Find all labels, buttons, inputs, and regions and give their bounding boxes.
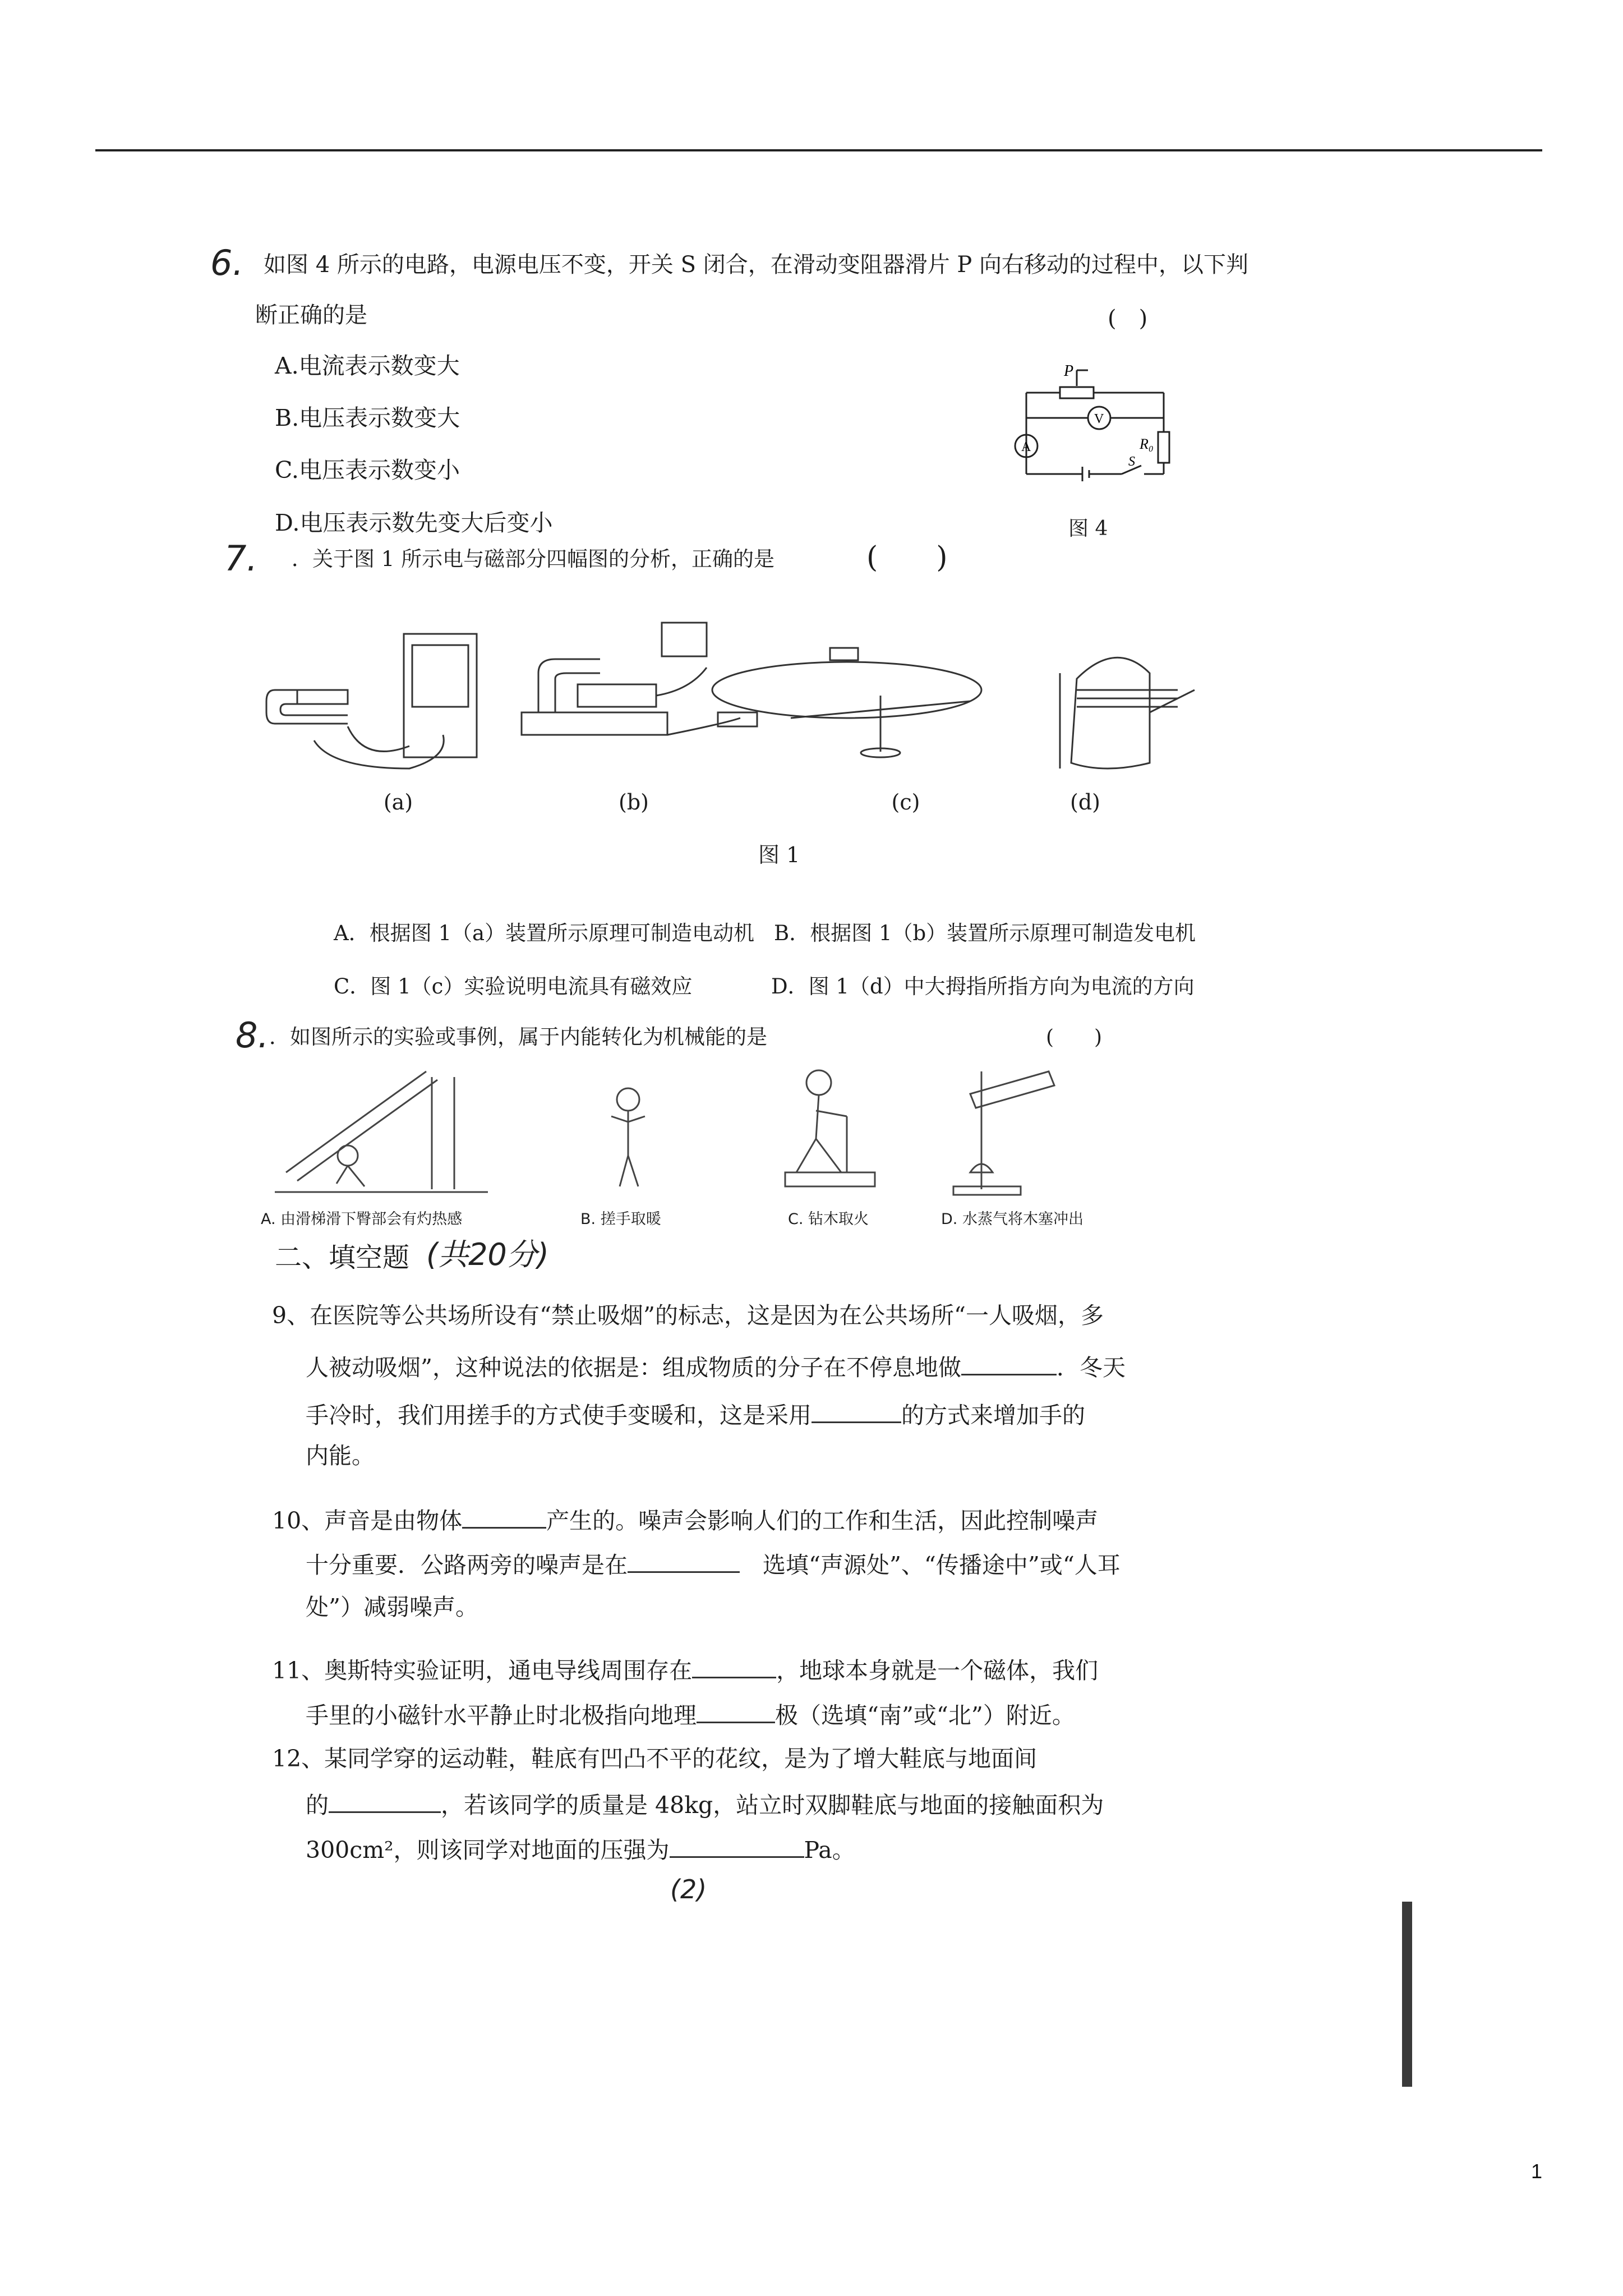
q7-answer-bracket: ( ) [866, 541, 948, 574]
q8-caption-d: D. 水蒸气将木塞冲出 [941, 1211, 1083, 1228]
q10-line1-tail: 产生的。噪声会影响人们的工作和生活，因此控制噪声 [546, 1507, 1099, 1534]
q6-number: 6. [210, 242, 244, 283]
page-number: 1 [1531, 2160, 1543, 2183]
q6-option-c: C.电压表示数变小 [275, 457, 460, 484]
figure1-caption: 图 1 [758, 843, 800, 867]
q8-answer-bracket: ( ) [1046, 1026, 1103, 1049]
fig4-label-v: V [1094, 412, 1104, 426]
q8-caption-c: C. 钻木取火 [788, 1211, 869, 1228]
q10-line3: 处”）减弱噪声。 [306, 1594, 478, 1621]
q10-line2-tail: 选填“声源处”、“传播途中”或“人耳 [763, 1552, 1121, 1579]
fig4-label-s: S [1128, 454, 1135, 469]
q12-line3-text: 300cm²，则该同学对地面的压强为 [306, 1837, 670, 1864]
q11-line2-text: 手里的小磁针水平静止时北极指向地理 [306, 1702, 697, 1729]
q10-line2-text: 十分重要．公路两旁的噪声是在 [306, 1552, 628, 1579]
q8-caption-a: A. 由滑梯滑下臀部会有灼热感 [261, 1211, 463, 1228]
scan-edge-bar [1402, 1902, 1412, 2087]
figure1-caption-c: (c) [891, 790, 920, 815]
q12-line2-text: 的 [306, 1792, 329, 1819]
q9-line2-tail: ．冬天 [1056, 1354, 1126, 1381]
figure4-circuit [1009, 359, 1178, 494]
q9-line4: 内能。 [306, 1442, 375, 1469]
q6-option-b: B.电压表示数变大 [275, 404, 460, 431]
q11-line1-tail: ，地球本身就是一个磁体，我们 [776, 1657, 1099, 1684]
q9-blank2[interactable] [811, 1402, 901, 1423]
q11-blank2[interactable] [697, 1703, 775, 1723]
q9-line2 [306, 1355, 1126, 1379]
q7-option-b: B．根据图 1（b）装置所示原理可制造发电机 [774, 921, 1196, 945]
figure1-caption-a: (a) [383, 790, 413, 815]
q9-line2-text: 人被动吸烟”，这种说法的依据是：组成物质的分子在不停息地做 [306, 1354, 961, 1381]
q10-line2 [306, 1552, 1121, 1577]
figure1-illustrations [264, 606, 1206, 780]
q12-line1: 12、某同学穿的运动鞋，鞋底有凹凸不平的花纹，是为了增大鞋底与地面间 [272, 1745, 1038, 1772]
q12-line2-tail: ，若该同学的质量是 48kg，站立时双脚鞋底与地面的接触面积为 [441, 1792, 1104, 1819]
q12-blank1[interactable] [329, 1792, 441, 1813]
q7-number: 7. [224, 538, 258, 579]
q6-answer-bracket: ( ) [1108, 306, 1148, 332]
q9-line1: 9、在医院等公共场所设有“禁止吸烟”的标志，这是因为在公共场所“一人吸烟，多 [272, 1302, 1104, 1329]
q12-line3-tail: Pa。 [804, 1837, 855, 1864]
q11-blank1[interactable] [692, 1658, 776, 1678]
q11-line2 [306, 1703, 1075, 1727]
q12-line3 [306, 1837, 855, 1862]
q8-illustrations [264, 1060, 1138, 1206]
q11-line2-tail: 极（选填“南”或“北”）附近。 [775, 1702, 1075, 1729]
figure1-caption-b: (b) [619, 790, 649, 815]
page-mark: (2) [670, 1874, 707, 1904]
q8-caption-b: B. 搓手取暖 [580, 1211, 661, 1228]
q9-blank1[interactable] [961, 1355, 1057, 1375]
q7-option-d: D．图 1（d）中大拇指所指方向为电流的方向 [771, 974, 1195, 999]
q8-stem: ．如图所示的实验或事例，属于内能转化为机械能的是 [269, 1025, 767, 1049]
q8-number: 8. [236, 1015, 269, 1056]
figure4-caption: 图 4 [1068, 517, 1108, 540]
figure1-caption-d: (d) [1070, 790, 1100, 815]
q9-line3-text: 手冷时，我们用搓手的方式使手变暖和，这是采用 [306, 1402, 811, 1429]
q6-option-a: A.电流表示数变大 [275, 352, 460, 379]
q10-blank1[interactable] [462, 1508, 546, 1529]
section2-title: 二、填空题 [275, 1242, 410, 1273]
q12-line2 [306, 1792, 1104, 1817]
fig4-label-p: P [1064, 362, 1074, 380]
q7-stem: ．关于图 1 所示电与磁部分四幅图的分析，正确的是 [292, 547, 775, 571]
q6-stem-line2: 断正确的是 [255, 302, 367, 328]
section2-points: (共20分) [426, 1237, 549, 1272]
q11-line1-text: 11、奥斯特实验证明，通电导线周围存在 [272, 1657, 693, 1684]
q7-option-a: A．根据图 1（a）装置所示原理可制造电动机 [334, 921, 755, 945]
q7-option-c: C．图 1（c）实验说明电流具有磁效应 [334, 974, 693, 999]
q9-line3 [306, 1402, 1085, 1427]
q10-line1-text: 10、声音是由物体 [272, 1507, 463, 1534]
q11-line1 [272, 1658, 1098, 1682]
fig4-label-a: A [1021, 440, 1031, 454]
header-rule [95, 149, 1542, 151]
q10-blank2[interactable] [628, 1552, 740, 1573]
q12-blank2[interactable] [670, 1837, 804, 1858]
q6-option-d: D.电压表示数先变大后变小 [275, 509, 553, 536]
q9-line3-tail: 的方式来增加手的 [901, 1402, 1085, 1429]
q10-line1 [272, 1508, 1098, 1533]
fig4-label-r0: R₀ [1140, 436, 1154, 452]
q6-stem-line1: 如图 4 所示的电路，电源电压不变，开关 S 闭合，在滑动变阻器滑片 P 向右移动的过程中，以下判 [264, 252, 1249, 278]
